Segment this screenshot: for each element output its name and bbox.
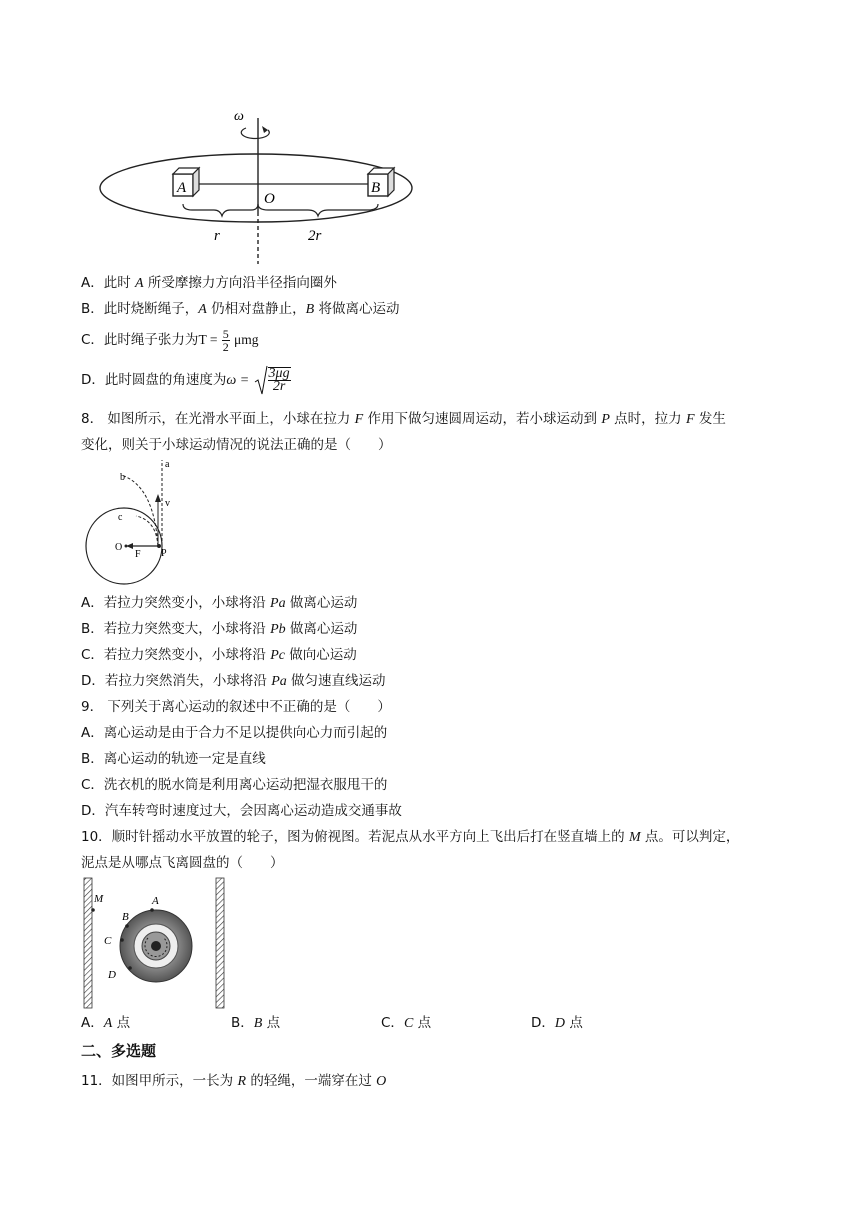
wall-point-m-label: M	[94, 893, 104, 905]
force-f-label: F	[135, 549, 141, 560]
path-b-label: b	[120, 472, 125, 483]
sqrt-expression: $\frac{3\mu g}{2r}$	[254, 364, 291, 396]
q7-option-a: A．此时 A 所受摩擦力方向沿半径指向圈外	[81, 275, 337, 291]
q8-stem-line2: 变化，则关于小球运动情况的说法正确的是（ ）	[81, 437, 392, 453]
section-title-multiple-choice: 二、多选题	[81, 1042, 157, 1060]
velocity-v-label: v	[165, 498, 170, 509]
omega-label: ω	[234, 109, 244, 124]
q9-option-a: A．离心运动是由于合力不足以提供向心力而引起的	[81, 725, 388, 741]
center-o-label-q8: O	[115, 542, 123, 553]
block-a-label: A	[177, 180, 187, 196]
q9-stem: 9． 下列关于离心运动的叙述中不正确的是（ ）	[81, 699, 391, 715]
q7-option-b: B．此时烧断绳子，A 仍相对盘静止，B 将做离心运动	[81, 301, 400, 317]
q8-option-b: B．若拉力突然变大，小球将沿 Pb 做离心运动	[81, 621, 358, 637]
q7-option-d: D．此时圆盘的角速度为ω = $\frac{3\mu g}{2r}$	[81, 366, 290, 394]
radius-r-label: r	[214, 228, 220, 244]
fraction-5-2: $\frac{5}{2}$	[222, 326, 229, 354]
point-d-label: D	[108, 969, 116, 981]
center-o-label: O	[264, 191, 275, 207]
block-b-label: B	[371, 180, 381, 196]
q7-option-c: C．此时绳子张力为T = $\frac{5}{2}$ μmg	[81, 326, 259, 354]
circular-motion-figure	[84, 458, 184, 586]
path-a-label: a	[165, 459, 170, 470]
path-c-label: c	[118, 512, 123, 523]
point-c-label: C	[104, 935, 112, 947]
q10-stem-line2: 泥点是从哪点飞离圆盘的（ ）	[81, 855, 284, 871]
point-p-label: P	[161, 548, 167, 559]
rotating-disk-figure	[96, 108, 416, 268]
point-a-label: A	[152, 895, 159, 907]
q8-option-a: A．若拉力突然变小，小球将沿 Pa 做离心运动	[81, 595, 358, 611]
q8-stem-line1: 8． 如图所示，在光滑水平面上，小球在拉力 F 作用下做匀速圆周运动，若小球运动到 P 点时，拉力 F 发生	[81, 411, 726, 427]
radius-2r-label: 2r	[308, 228, 322, 244]
point-b-label: B	[122, 911, 129, 923]
q9-option-c: C．洗衣机的脱水筒是利用离心运动把湿衣服甩干的	[81, 777, 388, 793]
q9-option-b: B．离心运动的轨迹一定是直线	[81, 751, 266, 767]
q9-option-d: D．汽车转弯时速度过大，会因离心运动造成交通事故	[81, 803, 402, 819]
q8-option-d: D．若拉力突然消失，小球将沿 Pa 做匀速直线运动	[81, 673, 386, 689]
q8-option-c: C．若拉力突然变小，小球将沿 Pc 做向心运动	[81, 647, 357, 663]
q11-stem: 11．如图甲所示，一长为 R 的轻绳，一端穿在过 O	[81, 1073, 387, 1089]
q10-option-c: C．C 点	[381, 1015, 432, 1031]
q10-option-a: A．A 点	[81, 1015, 131, 1031]
q10-option-b: B．B 点	[231, 1015, 281, 1031]
q10-stem-line1: 10．顺时针摇动水平放置的轮子，图为俯视图。若泥点从水平方向上飞出后打在竖直墙上的 M 点。可以判定，	[81, 829, 740, 845]
wheel-wall-figure	[82, 876, 230, 1010]
q10-option-d: D．D 点	[531, 1015, 583, 1031]
